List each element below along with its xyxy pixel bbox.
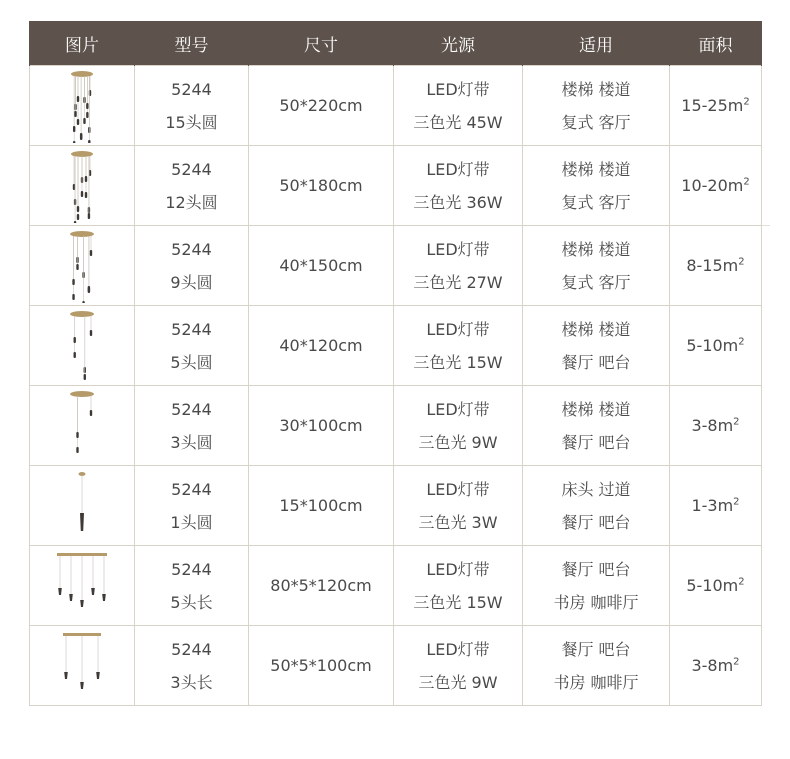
light-spec: 三色光 15W xyxy=(413,592,503,612)
model-number: 5244 xyxy=(171,639,212,659)
light-type: LED灯带 xyxy=(426,639,490,659)
round-cluster-pendant-icon xyxy=(30,309,134,383)
usage-line-1: 楼梯 楼道 xyxy=(561,159,631,179)
column-header-image: 图片 xyxy=(30,21,135,66)
light-cell xyxy=(394,226,523,306)
model-number: 5244 xyxy=(171,159,212,179)
usage-line-2: 复式 客厅 xyxy=(561,272,631,292)
size-cell: 50*5*100cm xyxy=(249,626,394,706)
area-value: 8-15m xyxy=(686,256,739,275)
size-cell: 40*150cm xyxy=(249,226,394,306)
model-heads: 1头圆 xyxy=(170,512,213,532)
round-cluster-pendant-icon xyxy=(30,69,134,143)
light-spec: 三色光 36W xyxy=(413,192,503,212)
linear-pendant-icon xyxy=(30,549,134,623)
area-value: 3-8m xyxy=(691,656,734,675)
usage-cell xyxy=(523,66,670,146)
column-header-area: 面积 xyxy=(670,21,762,66)
usage-cell xyxy=(523,386,670,466)
usage-cell xyxy=(523,546,670,626)
light-spec: 三色光 9W xyxy=(418,432,498,452)
round-cluster-pendant-icon xyxy=(30,229,134,303)
model-heads: 15头圆 xyxy=(165,112,218,132)
column-header-model: 型号 xyxy=(135,21,249,66)
model-cell xyxy=(135,386,249,466)
light-type: LED灯带 xyxy=(426,319,490,339)
product-spec-table xyxy=(29,21,762,706)
light-type: LED灯带 xyxy=(426,479,490,499)
column-header-usage: 适用 xyxy=(523,21,670,66)
usage-line-2: 餐厅 吧台 xyxy=(561,512,631,532)
area-cell xyxy=(670,466,762,546)
light-cell xyxy=(394,66,523,146)
light-cell xyxy=(394,626,523,706)
area-unit-superscript: 2 xyxy=(733,496,740,508)
area-value: 5-10m xyxy=(686,576,739,595)
area-value: 1-3m xyxy=(691,496,734,515)
product-image-cell xyxy=(30,386,135,466)
model-heads: 5头长 xyxy=(170,592,213,612)
table-row xyxy=(30,386,762,466)
light-spec: 三色光 3W xyxy=(418,512,498,532)
model-heads: 3头长 xyxy=(170,672,213,692)
light-spec: 三色光 15W xyxy=(413,352,503,372)
model-heads: 3头圆 xyxy=(170,432,213,452)
product-image-cell xyxy=(30,546,135,626)
model-heads: 9头圆 xyxy=(170,272,213,292)
light-spec: 三色光 45W xyxy=(413,112,503,132)
model-number: 5244 xyxy=(171,399,212,419)
area-cell xyxy=(670,66,762,146)
table-row xyxy=(30,66,762,146)
usage-line-1: 楼梯 楼道 xyxy=(561,79,631,99)
area-unit-superscript: 2 xyxy=(738,576,745,588)
area-cell xyxy=(670,306,762,386)
light-cell xyxy=(394,466,523,546)
usage-line-1: 楼梯 楼道 xyxy=(561,399,631,419)
model-cell xyxy=(135,626,249,706)
light-type: LED灯带 xyxy=(426,79,490,99)
light-type: LED灯带 xyxy=(426,159,490,179)
area-cell xyxy=(670,226,762,306)
light-spec: 三色光 9W xyxy=(418,672,498,692)
table-row xyxy=(30,306,762,386)
product-image-cell xyxy=(30,226,135,306)
usage-cell xyxy=(523,466,670,546)
area-value: 15-25m xyxy=(681,96,744,115)
table-row xyxy=(30,146,762,226)
area-cell xyxy=(670,626,762,706)
product-image-cell xyxy=(30,466,135,546)
table-row xyxy=(30,466,762,546)
model-number: 5244 xyxy=(171,79,212,99)
round-cluster-pendant-icon xyxy=(30,389,134,463)
area-value: 10-20m xyxy=(681,176,744,195)
size-cell: 50*180cm xyxy=(249,146,394,226)
table-row xyxy=(30,226,762,306)
linear-pendant-icon xyxy=(30,629,134,703)
size-cell: 30*100cm xyxy=(249,386,394,466)
model-cell xyxy=(135,306,249,386)
model-cell xyxy=(135,66,249,146)
light-type: LED灯带 xyxy=(426,399,490,419)
usage-line-1: 床头 过道 xyxy=(561,479,631,499)
model-cell xyxy=(135,226,249,306)
usage-line-2: 书房 咖啡厅 xyxy=(553,672,639,692)
usage-line-1: 楼梯 楼道 xyxy=(561,239,631,259)
size-cell: 40*120cm xyxy=(249,306,394,386)
model-number: 5244 xyxy=(171,479,212,499)
model-cell xyxy=(135,466,249,546)
light-spec: 三色光 27W xyxy=(413,272,503,292)
usage-line-1: 楼梯 楼道 xyxy=(561,319,631,339)
light-cell xyxy=(394,546,523,626)
size-cell: 80*5*120cm xyxy=(249,546,394,626)
size-cell: 50*220cm xyxy=(249,66,394,146)
product-image-cell xyxy=(30,146,135,226)
area-unit-superscript: 2 xyxy=(738,256,745,268)
usage-line-2: 餐厅 吧台 xyxy=(561,352,631,372)
area-value: 5-10m xyxy=(686,336,739,355)
size-cell: 15*100cm xyxy=(249,466,394,546)
light-cell xyxy=(394,306,523,386)
area-unit-superscript: 2 xyxy=(733,656,740,668)
area-value: 3-8m xyxy=(691,416,734,435)
area-unit-superscript: 2 xyxy=(743,96,750,108)
usage-cell xyxy=(523,146,670,226)
column-header-size: 尺寸 xyxy=(249,21,394,66)
light-cell xyxy=(394,146,523,226)
model-number: 5244 xyxy=(171,559,212,579)
table-row xyxy=(30,626,762,706)
usage-line-2: 书房 咖啡厅 xyxy=(553,592,639,612)
usage-line-2: 复式 客厅 xyxy=(561,112,631,132)
product-image-cell xyxy=(30,626,135,706)
usage-line-2: 餐厅 吧台 xyxy=(561,432,631,452)
usage-line-1: 餐厅 吧台 xyxy=(561,559,631,579)
light-type: LED灯带 xyxy=(426,559,490,579)
model-number: 5244 xyxy=(171,239,212,259)
column-header-light: 光源 xyxy=(394,21,523,66)
usage-cell xyxy=(523,226,670,306)
light-type: LED灯带 xyxy=(426,239,490,259)
area-unit-superscript: 2 xyxy=(743,176,750,188)
model-heads: 5头圆 xyxy=(170,352,213,372)
area-unit-superscript: 2 xyxy=(738,336,745,348)
model-cell xyxy=(135,146,249,226)
area-cell xyxy=(670,386,762,466)
area-cell xyxy=(670,146,762,226)
usage-line-2: 复式 客厅 xyxy=(561,192,631,212)
area-cell xyxy=(670,546,762,626)
table-row xyxy=(30,546,762,626)
usage-cell xyxy=(523,626,670,706)
product-image-cell xyxy=(30,66,135,146)
model-heads: 12头圆 xyxy=(165,192,218,212)
round-cluster-pendant-icon xyxy=(30,149,134,223)
product-image-cell xyxy=(30,306,135,386)
table-header-row xyxy=(30,21,762,66)
model-cell xyxy=(135,546,249,626)
usage-cell xyxy=(523,306,670,386)
usage-line-1: 餐厅 吧台 xyxy=(561,639,631,659)
model-number: 5244 xyxy=(171,319,212,339)
light-cell xyxy=(394,386,523,466)
area-unit-superscript: 2 xyxy=(733,416,740,428)
single-pendant-icon xyxy=(30,469,134,543)
